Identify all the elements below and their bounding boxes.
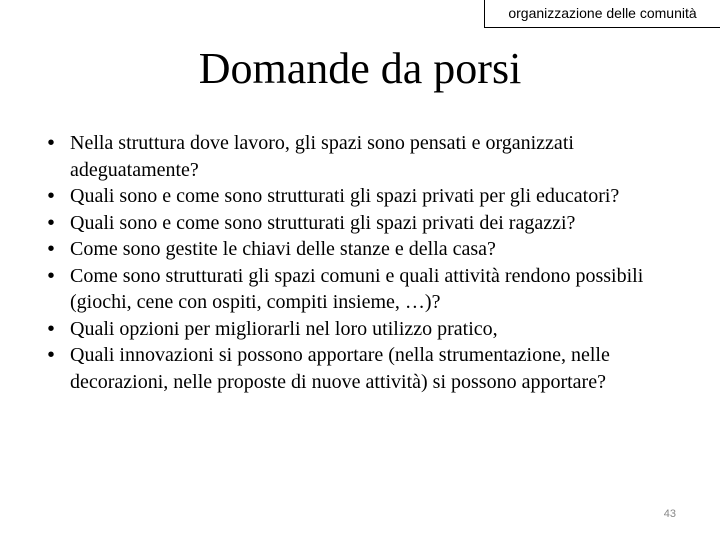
- bullet-item: [44, 342, 694, 395]
- bullet-text: Come sono strutturati gli spazi comuni e quali attività rendono possibili (giochi, cene con ospiti, compiti insieme, …)?: [70, 264, 644, 313]
- bullet-text: Quali opzioni per migliorarli nel loro utilizzo pratico,: [70, 317, 498, 340]
- bullet-text: Come sono gestite le chiavi delle stanze e della casa?: [70, 238, 496, 260]
- bullet-icon: •: [47, 132, 55, 154]
- bullet-item: [44, 316, 694, 343]
- bullet-icon: •: [47, 344, 55, 366]
- page-number: 43: [663, 508, 676, 520]
- bullet-icon: •: [47, 264, 55, 287]
- bullet-item: [44, 210, 694, 237]
- bullet-item: [44, 183, 694, 210]
- bullet-text: Nella struttura dove lavoro, gli spazi sono pensati e organizzati adeguatamente?: [70, 132, 574, 181]
- bullet-item: [44, 263, 694, 316]
- bullet-icon: •: [47, 238, 55, 260]
- bullet-icon: •: [47, 211, 55, 234]
- slide-title: Domande da porsi: [198, 44, 522, 93]
- bullet-item: [44, 130, 694, 183]
- bullet-item: [44, 236, 694, 263]
- bullet-text: Quali innovazioni si possono apportare (nella strumentazione, nelle decorazioni, nelle proposte di nuove attività) si possono apportare?: [70, 344, 610, 393]
- bullet-icon: •: [47, 185, 55, 207]
- bullet-icon: •: [47, 317, 55, 340]
- bullet-text: Quali sono e come sono strutturati gli spazi privati dei ragazzi?: [70, 211, 576, 234]
- header-tag: organizzazione delle comunità: [484, 0, 720, 28]
- bullet-list: [44, 130, 694, 395]
- bullet-text: Quali sono e come sono strutturati gli spazi privati per gli educatori?: [70, 185, 620, 207]
